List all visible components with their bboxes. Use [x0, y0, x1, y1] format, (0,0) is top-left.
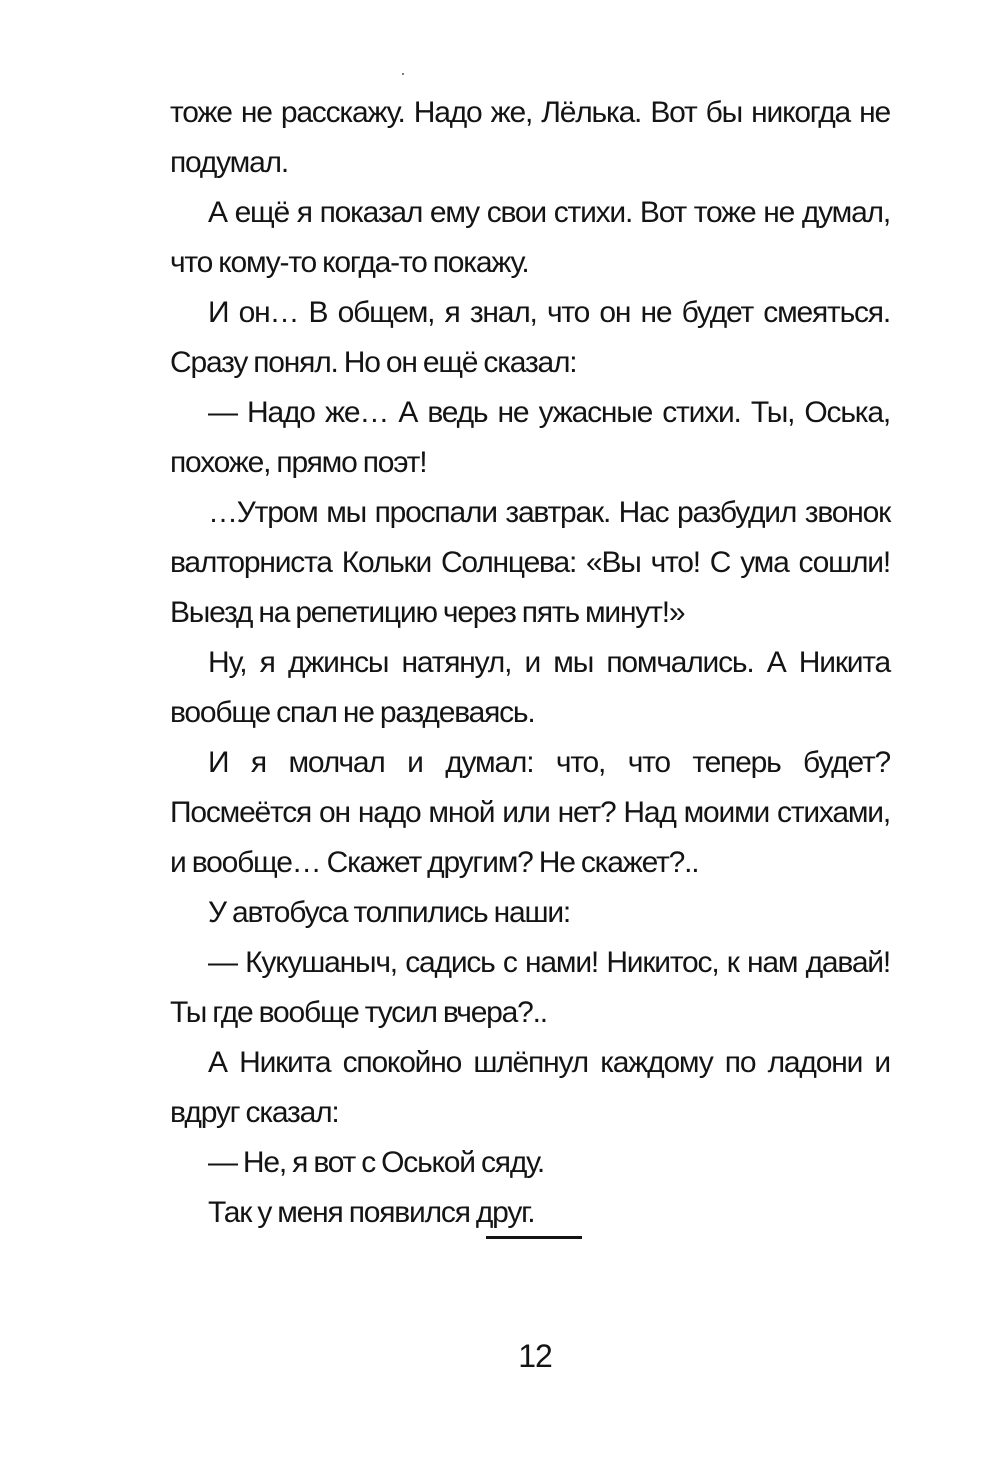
- page-number: 12: [518, 1338, 552, 1374]
- dialogue-line: — Не, я вот с Оськой сяду.: [208, 1146, 545, 1179]
- body-text: [170, 88, 890, 1238]
- dialogue-line: — Кукушаныч, садись с нами! Никитос, к нам давай! Ты где вообще тусил вчера?..: [170, 946, 890, 1029]
- paragraph: А ещё я показал ему свои стихи. Вот тоже не думал, что кому-то когда-то покажу.: [170, 196, 890, 279]
- paragraph: Так у меня появился друг.: [208, 1196, 535, 1229]
- paragraph: И он… В общем, я знал, что он не будет смеяться. Сразу понял. Но он ещё сказал:: [170, 296, 890, 379]
- paragraph: Ну, я джинсы натянул, и мы помчались. А Никита вообще спал не раздеваясь.: [170, 646, 890, 729]
- paragraph: А Никита спокойно шлёпнул каждому по ладони и вдруг сказал:: [170, 1046, 890, 1129]
- print-speck: [402, 73, 404, 75]
- section-end-rule: [486, 1236, 582, 1239]
- paragraph: И я молчал и думал: что, что теперь будет? Посмеётся он надо мной или нет? Над моими стихами, и вообще… Скажет другим? Не скажет?..: [170, 746, 890, 879]
- paragraph: …Утром мы проспали завтрак. Нас разбудил звонок валторниста Кольки Солнцева: «Вы что! С ума сошли! Выезд на репетицию через пять минут!»: [170, 496, 890, 629]
- dialogue-line: — Надо же… А ведь не ужасные стихи. Ты, Оська, похоже, прямо поэт!: [170, 396, 890, 479]
- paragraph: тоже не расскажу. Надо же, Лёлька. Вот бы никогда не подумал.: [170, 96, 890, 179]
- paragraph: У автобуса толпились наши:: [208, 896, 571, 929]
